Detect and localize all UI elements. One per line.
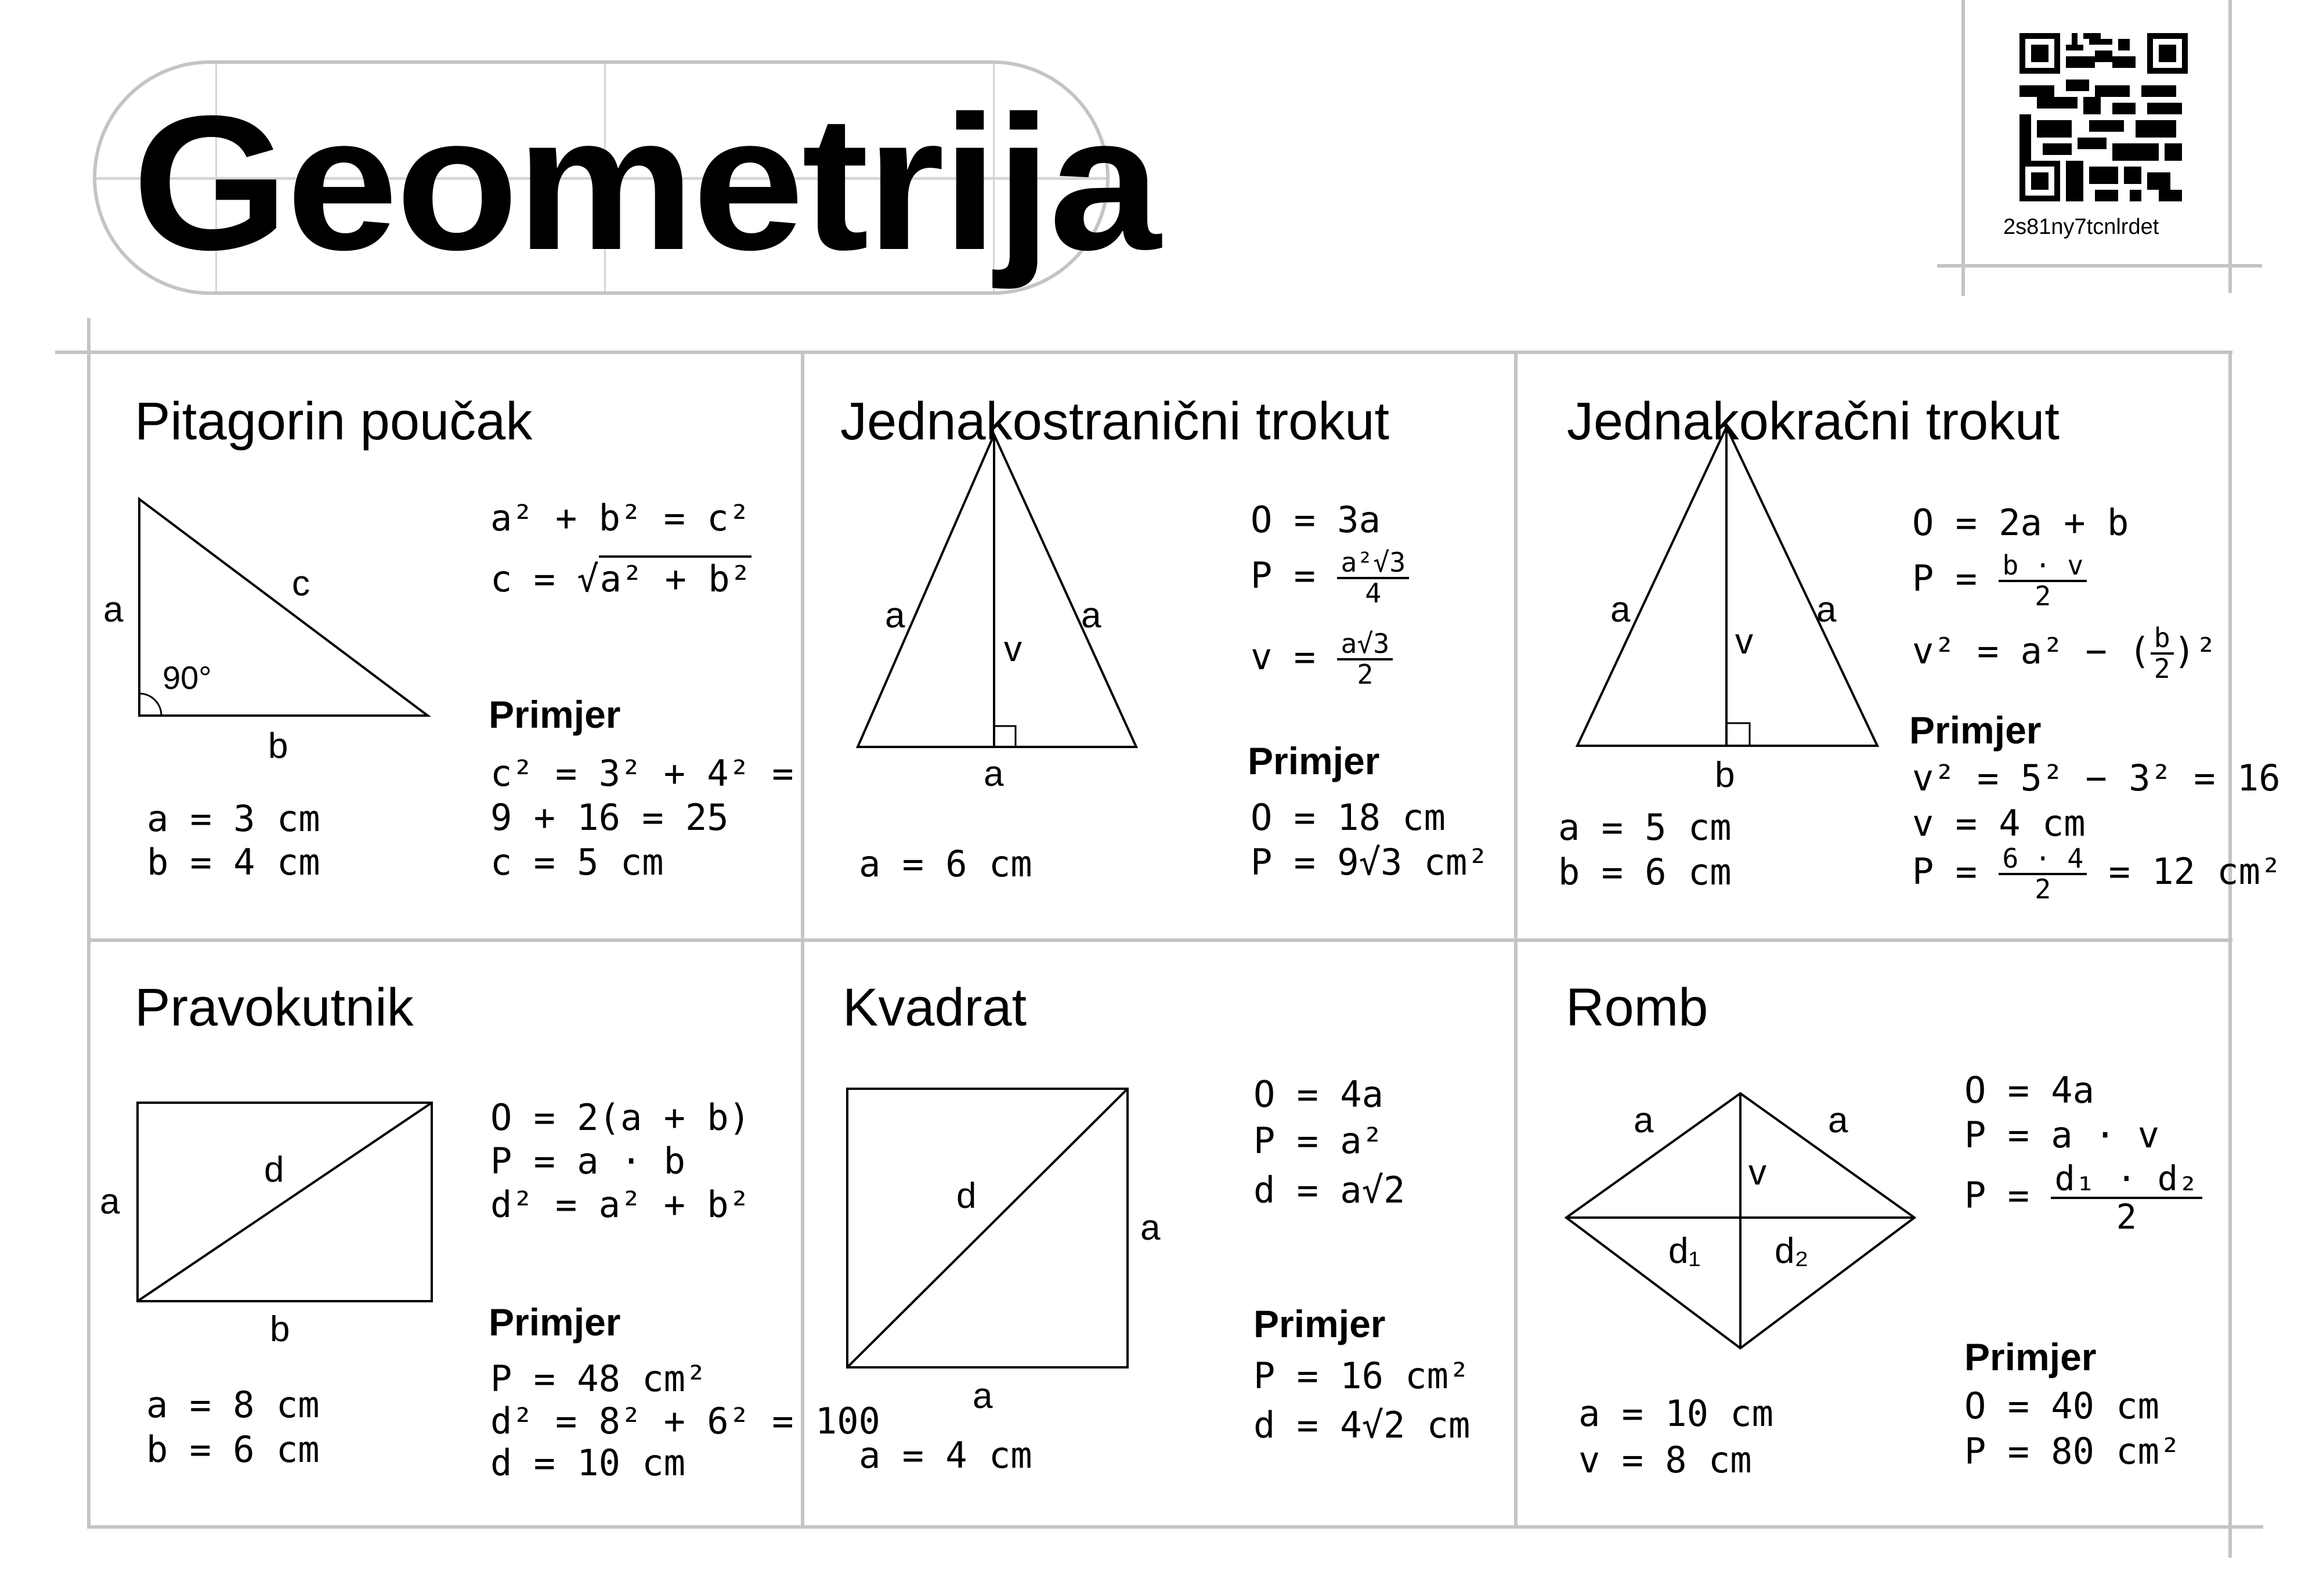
- label-height: v: [1735, 622, 1753, 662]
- given-value: a = 10 cm: [1578, 1392, 1773, 1435]
- formula: P = a · v: [1964, 1114, 2159, 1156]
- label-base: b: [1715, 755, 1735, 795]
- grid-line: [1514, 351, 1518, 1529]
- example-line: v² = 5² − 3² = 16: [1912, 757, 2281, 799]
- example-line: v = 4 cm: [1912, 802, 2086, 844]
- formula: O = 2(a + b): [490, 1096, 750, 1139]
- label-base: a: [973, 1376, 993, 1416]
- guide-line: [1961, 0, 1965, 296]
- formula: P = $\frac{\text{a²√3}}{4}$: [1251, 548, 1409, 608]
- given-value: v = 8 cm: [1578, 1439, 1752, 1481]
- grid-line: [87, 1525, 2263, 1529]
- label-a: a: [100, 1182, 120, 1222]
- formula: d = a√2: [1253, 1169, 1406, 1211]
- grid-line: [801, 351, 804, 1529]
- label-b: b: [268, 726, 288, 766]
- label-c: c: [292, 564, 310, 604]
- formula: O = 3a: [1251, 499, 1381, 541]
- grid-line: [2228, 351, 2232, 1558]
- label-base: a: [984, 754, 1004, 794]
- formula: O = 4a: [1964, 1069, 2094, 1111]
- label-a: a: [103, 590, 124, 630]
- example-line: P = 48 cm²: [490, 1357, 707, 1400]
- given-value: b = 4 cm: [147, 841, 320, 883]
- label-right-side: a: [1081, 595, 1101, 635]
- example-line: d² = 8² + 6² = 100: [490, 1400, 880, 1442]
- example-title: Primjer: [1909, 709, 2042, 752]
- example-line: P = 80 cm²: [1964, 1430, 2181, 1472]
- label-right-side: a: [1816, 590, 1837, 630]
- panel-title: Kvadrat: [843, 978, 1027, 1037]
- example-line: O = 40 cm: [1964, 1385, 2159, 1427]
- guide-line: [1937, 264, 2262, 268]
- example-line: c² = 3² + 4² =: [490, 752, 794, 795]
- formula: d² = a² + b²: [490, 1183, 750, 1226]
- label-d1: d₁: [1668, 1231, 1701, 1271]
- label-b: b: [270, 1309, 290, 1349]
- panel-title: Romb: [1566, 978, 1708, 1037]
- formula: P = $\frac{b \cdot v}{2}$: [1912, 551, 2087, 611]
- formula: P = a · b: [490, 1140, 685, 1182]
- page-title: Geometrija: [132, 75, 1159, 290]
- label-d: d: [956, 1176, 977, 1216]
- example-line: P = 16 cm²: [1253, 1355, 1471, 1397]
- panel-title: Pravokutnik: [135, 978, 414, 1037]
- formula: O = 4a: [1253, 1073, 1383, 1115]
- example-line: 9 + 16 = 25: [490, 796, 729, 839]
- formula: P = $\frac{\text{d₁ · d₂}}{2}$: [1964, 1161, 2202, 1235]
- qr-code-icon[interactable]: [2019, 33, 2188, 201]
- given-value: b = 6 cm: [146, 1428, 320, 1471]
- grid-line: [55, 351, 2232, 354]
- given-value: a = 6 cm: [859, 843, 1032, 885]
- label-left-side: a: [1610, 590, 1631, 630]
- formula: c = √a² + b²: [490, 561, 752, 597]
- panel-title: Jednakostranični trokut: [840, 392, 1390, 451]
- formula: v = $\frac{a√3}{2}$: [1251, 630, 1393, 689]
- label-left-side: a: [885, 595, 905, 635]
- example-title: Primjer: [489, 1301, 621, 1344]
- label-height: v: [1004, 629, 1022, 669]
- formula: a² + b² = c²: [490, 497, 750, 539]
- label-left-side: a: [1634, 1100, 1654, 1140]
- label-side: a: [1140, 1208, 1161, 1248]
- rhombus-diagram: [0, 0, 6, 6]
- given-value: b = 6 cm: [1558, 851, 1732, 893]
- given-value: a = 4 cm: [859, 1434, 1032, 1476]
- given-value: a = 5 cm: [1558, 806, 1732, 848]
- formula: v² = a² − ( $\frac{b}{2}$ )²: [1912, 622, 2217, 684]
- example-title: Primjer: [1253, 1302, 1386, 1345]
- formula: P = a²: [1253, 1120, 1383, 1162]
- guide-line: [2228, 0, 2232, 293]
- example-title: Primjer: [1248, 739, 1380, 782]
- example-line: c = 5 cm: [490, 841, 664, 883]
- example-line: d = 10 cm: [490, 1442, 685, 1484]
- label-d2: d₂: [1775, 1231, 1809, 1271]
- example-line: d = 4√2 cm: [1253, 1404, 1471, 1446]
- example-title: Primjer: [1964, 1335, 2097, 1378]
- grid-line: [87, 318, 91, 1529]
- example-title: Primjer: [489, 693, 621, 736]
- formula: O = 2a + b: [1912, 501, 2129, 544]
- given-value: a = 8 cm: [146, 1384, 320, 1426]
- grid-line: [87, 938, 2232, 942]
- example-line: P = 9√3 cm²: [1251, 841, 1489, 883]
- given-value: a = 3 cm: [147, 797, 320, 840]
- label-height: v: [1748, 1153, 1766, 1193]
- panel-title: Pitagorin poučak: [135, 392, 533, 451]
- example-line: O = 18 cm: [1251, 796, 1446, 839]
- example-line: P = $\frac{6 \cdot 4}{2}$ = 12 cm²: [1912, 843, 2282, 905]
- panel-title: Jednakokračni trokut: [1567, 392, 2060, 451]
- label-angle: 90°: [162, 659, 212, 696]
- qr-code-label: 2s81ny7tcnlrdet: [2003, 215, 2159, 239]
- label-right-side: a: [1828, 1100, 1848, 1140]
- label-d: d: [264, 1150, 284, 1190]
